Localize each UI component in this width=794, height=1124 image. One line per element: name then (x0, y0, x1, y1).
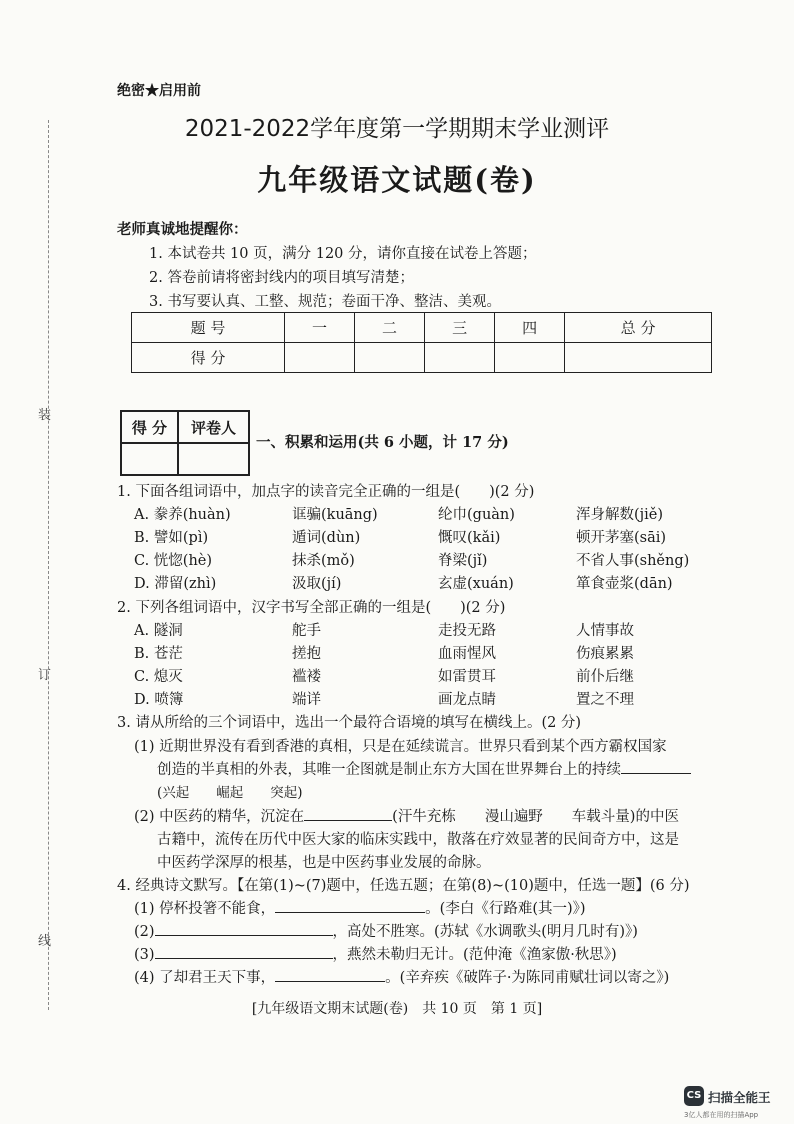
score-table-header-cell: 总 分 (565, 313, 712, 343)
instruction-item: 2. 答卷前请将密封线内的项目填写清楚； (149, 270, 414, 286)
q2-option: 画龙点睛 (438, 692, 496, 708)
q2-option: 搓抱 (292, 646, 321, 662)
grader-score-label: 得 分 (121, 411, 178, 443)
q1-option: B. 譬如(pì) (134, 530, 209, 546)
q2-option: 伤痕累累 (576, 646, 634, 662)
margin-char-xian: 线 (38, 934, 52, 949)
score-table-header-cell: 三 (425, 313, 495, 343)
q3-passage1-text: 创造的半真相的外表，其唯一企图就是制止东方大国在世界舞台上的持续 (157, 762, 621, 778)
grader-name-label: 评卷人 (178, 411, 249, 443)
q1-option: 箪食壶浆(dān) (576, 576, 673, 592)
q3-passage2-line2: 古籍中，流传在历代中医大家的临床实践中，散落在疗效显著的民间奇方中，这是 (157, 832, 679, 848)
q2-option: A. 隧洞 (134, 623, 183, 639)
q2-option: 置之不理 (576, 692, 634, 708)
q3-blank2[interactable] (304, 806, 392, 821)
q2-option: 如雷贯耳 (438, 669, 496, 685)
q4-item-pre: (3) (134, 947, 155, 963)
score-cell[interactable] (495, 343, 565, 373)
q1-option: 遁词(dùn) (292, 530, 361, 546)
score-table-score-row (132, 343, 712, 373)
margin-char-zhuang: 装 (38, 408, 52, 423)
score-cell[interactable] (285, 343, 355, 373)
q1-option: D. 滞留(zhì) (134, 576, 217, 592)
q3-passage2-line1 (134, 805, 679, 826)
watermark-tagline: 3亿人都在用的扫描App (684, 1111, 759, 1119)
q4-item-post: 。(辛弃疾《破阵子·为陈同甫赋壮词以寄之》) (385, 970, 670, 986)
page-footer: [九年级语文期末试题(卷) 共 10 页 第 1 页] (251, 1001, 543, 1017)
score-cell[interactable] (355, 343, 425, 373)
q4-item-post: 。(李白《行路难(其一)》) (425, 901, 586, 917)
grader-table (120, 410, 250, 476)
q3-passage1-line2 (157, 758, 691, 779)
watermark-name: 扫描全能王 (708, 1090, 771, 1105)
q4-stem: 4. 经典诗文默写。【在第(1)~(7)题中，任选五题；在第(8)~(10)题中，任选一题】(6 分) (117, 878, 690, 894)
q2-option: 舵手 (292, 623, 321, 639)
q2-option: 走投无路 (438, 623, 496, 639)
q2-option: C. 熄灭 (134, 669, 183, 685)
exam-title: 2021-2022学年度第一学期期末学业测评 (184, 116, 610, 142)
q3-blank1[interactable] (621, 759, 691, 774)
q1-stem: 1. 下面各组词语中，加点字的读音完全正确的一组是( )(2 分) (117, 484, 535, 500)
q3-passage2-line3: 中医药学深厚的根基，也是中医药事业发展的命脉。 (157, 855, 491, 871)
score-cell[interactable] (565, 343, 712, 373)
instruction-item: 3. 书写要认真、工整、规范；卷面干净、整洁、美观。 (149, 294, 501, 310)
q1-option: 玄虚(xuán) (438, 576, 514, 592)
instruction-item: 1. 本试卷共 10 页，满分 120 分，请你直接在试卷上答题； (149, 246, 537, 262)
score-table-header-cell: 题 号 (132, 313, 285, 343)
score-cell[interactable] (425, 343, 495, 373)
q2-option: B. 苍茫 (134, 646, 183, 662)
q4-blank[interactable] (275, 898, 425, 913)
q4-item (134, 897, 586, 918)
secret-label: 绝密★启用前 (117, 83, 201, 99)
score-table-header-cell: 一 (285, 313, 355, 343)
binding-line (48, 120, 49, 1010)
q1-option: 不省人事(shěng) (576, 553, 690, 569)
q4-item-pre: (1) 停杯投箸不能食， (134, 901, 276, 917)
q2-option: D. 喷簿 (134, 692, 184, 708)
q2-stem: 2. 下列各组词语中，汉字书写全部正确的一组是( )(2 分) (117, 600, 506, 616)
paper-subtitle: 九年级语文试题(卷) (257, 163, 537, 197)
q2-option: 人情事故 (576, 623, 634, 639)
q2-option: 血雨惺风 (438, 646, 496, 662)
q1-option: 抹杀(mǒ) (292, 553, 355, 569)
q1-option: 慨叹(kǎi) (438, 530, 501, 546)
q1-option: 诓骗(kuāng) (292, 507, 378, 523)
q4-blank[interactable] (155, 944, 333, 959)
q2-option: 前仆后继 (576, 669, 634, 685)
score-row-label: 得 分 (132, 343, 285, 373)
q2-option: 端详 (292, 692, 321, 708)
grader-score-cell[interactable] (121, 443, 178, 475)
score-table-header-row (132, 313, 712, 343)
q1-option: 脊梁(jǐ) (438, 553, 488, 569)
q1-option: 汲取(jí) (292, 576, 342, 592)
q1-option: 纶巾(guàn) (438, 507, 515, 523)
q1-option: C. 恍惚(hè) (134, 553, 213, 569)
q1-option: 顿开茅塞(sāi) (576, 530, 667, 546)
margin-char-ding: 订 (38, 668, 52, 683)
q3-passage1-options: (兴起 崛起 突起) (157, 785, 303, 801)
q4-item-post: ，燕然未勒归无计。(范仲淹《渔家傲·秋思》) (332, 947, 617, 963)
grader-name-cell[interactable] (178, 443, 249, 475)
q3-passage2-text: (2) 中医药的精华，沉淀在 (134, 809, 305, 825)
q4-item-post: ，高处不胜寒。(苏轼《水调歌头(明月几时有)》) (332, 924, 638, 940)
q4-item (134, 943, 617, 964)
camscanner-logo-icon: CS (684, 1086, 704, 1106)
q2-option: 褴褛 (292, 669, 321, 685)
score-table (131, 312, 712, 373)
score-table-header-cell: 二 (355, 313, 425, 343)
q3-passage1-line1: (1) 近期世界没有看到香港的真相，只是在延续谎言。世界只看到某个西方霸权国家 (134, 739, 667, 755)
q1-option: 浑身解数(jiě) (576, 507, 664, 523)
q4-blank[interactable] (275, 967, 385, 982)
q4-item-pre: (2) (134, 924, 155, 940)
q4-blank[interactable] (155, 921, 333, 936)
q4-item-pre: (4) 了却君王天下事， (134, 970, 276, 986)
q3-stem: 3. 请从所给的三个词语中，选出一个最符合语境的填写在横线上。(2 分) (117, 715, 582, 731)
q1-option: A. 豢养(huàn) (134, 507, 231, 523)
q3-passage2-options: (汗牛充栋 漫山遍野 车载斗量)的中医 (392, 809, 679, 825)
q4-item (134, 920, 638, 941)
score-table-header-cell: 四 (495, 313, 565, 343)
section1-title: 一、积累和运用(共 6 小题，计 17 分) (256, 434, 509, 451)
q4-item (134, 966, 669, 987)
instructions-heading: 老师真诚地提醒你： (117, 221, 248, 238)
